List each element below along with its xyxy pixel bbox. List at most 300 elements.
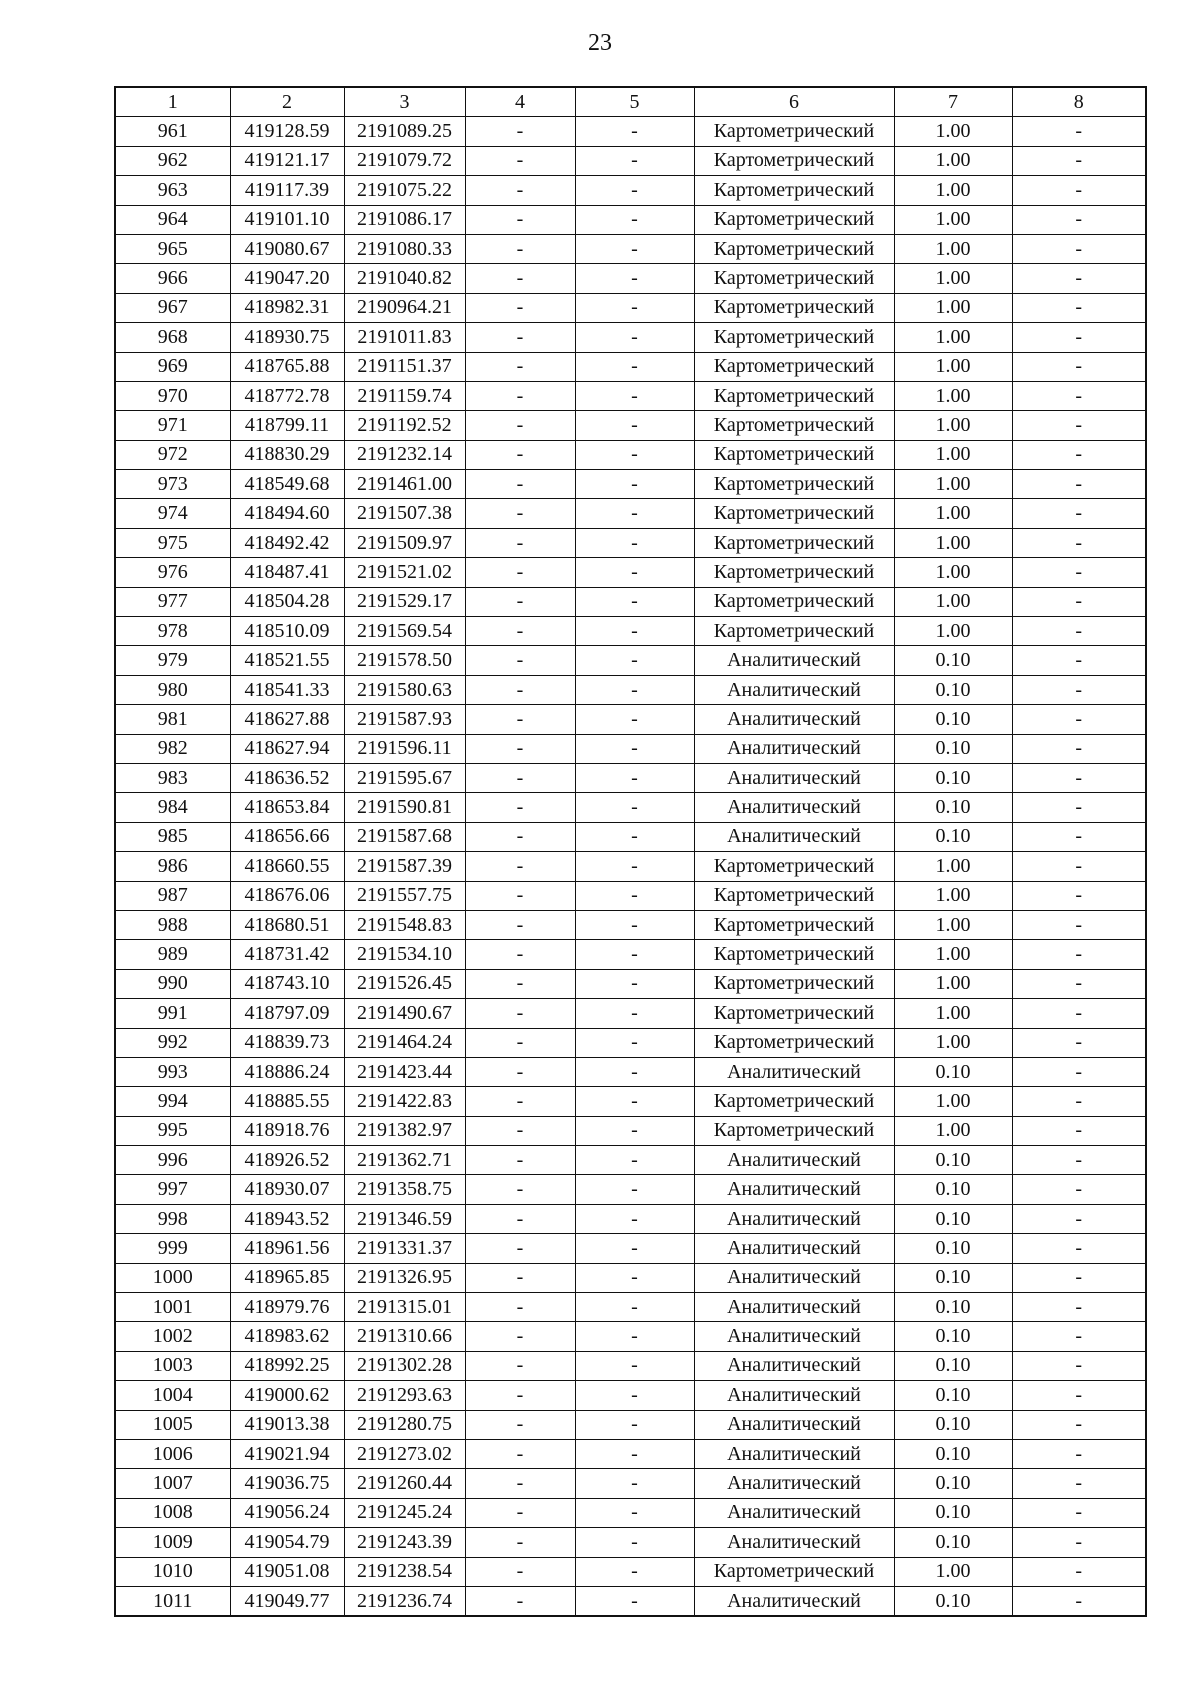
table-cell: - [575, 881, 694, 910]
table-row [115, 1528, 1146, 1557]
table-row [115, 617, 1146, 646]
table-cell: - [1012, 881, 1146, 910]
table-cell: 1.00 [894, 440, 1012, 469]
table-cell: - [465, 1381, 575, 1410]
table-cell: 418680.51 [230, 910, 344, 939]
table-cell: 2191509.97 [344, 528, 465, 557]
table-row [115, 352, 1146, 381]
table-cell: 418765.88 [230, 352, 344, 381]
table-row [115, 734, 1146, 763]
table-cell: - [1012, 1439, 1146, 1468]
table-cell: Аналитический [694, 1586, 894, 1616]
table-cell: - [1012, 1498, 1146, 1527]
table-cell: 1.00 [894, 910, 1012, 939]
table-cell: - [465, 1263, 575, 1292]
table-cell: Аналитический [694, 1439, 894, 1468]
table-cell: - [1012, 852, 1146, 881]
table-cell: 1003 [115, 1351, 230, 1380]
table-cell: 2190964.21 [344, 293, 465, 322]
table-cell: - [575, 1557, 694, 1586]
table-cell: 2191011.83 [344, 323, 465, 352]
table-cell: Картометрический [694, 205, 894, 234]
table-cell: 1.00 [894, 969, 1012, 998]
table-cell: - [575, 1469, 694, 1498]
table-row [115, 910, 1146, 939]
table-cell: - [575, 1116, 694, 1145]
table-cell: 419013.38 [230, 1410, 344, 1439]
table-cell: - [1012, 1557, 1146, 1586]
table-cell: - [575, 940, 694, 969]
table-cell: Аналитический [694, 1498, 894, 1527]
table-cell: 2191423.44 [344, 1057, 465, 1086]
table-cell: - [465, 1116, 575, 1145]
table-cell: - [1012, 234, 1146, 263]
table-cell: - [575, 440, 694, 469]
table-cell: Аналитический [694, 763, 894, 792]
table-row [115, 470, 1146, 499]
table-cell: 2191461.00 [344, 470, 465, 499]
table-cell: - [1012, 763, 1146, 792]
table-cell: 969 [115, 352, 230, 381]
table-cell: 418839.73 [230, 1028, 344, 1057]
table-cell: 998 [115, 1204, 230, 1233]
table-row [115, 528, 1146, 557]
table-cell: 0.10 [894, 793, 1012, 822]
table-cell: 973 [115, 470, 230, 499]
table-cell: 418926.52 [230, 1146, 344, 1175]
table-cell: 984 [115, 793, 230, 822]
table-cell: - [465, 1469, 575, 1498]
table-cell: 418731.42 [230, 940, 344, 969]
table-cell: - [1012, 499, 1146, 528]
table-cell: 2191346.59 [344, 1204, 465, 1233]
table-row [115, 205, 1146, 234]
table-cell: - [465, 323, 575, 352]
table-cell: 0.10 [894, 1234, 1012, 1263]
table-cell: Картометрический [694, 969, 894, 998]
table-cell: - [1012, 176, 1146, 205]
table-row [115, 587, 1146, 616]
table-cell: 419021.94 [230, 1439, 344, 1468]
table-cell: Картометрический [694, 940, 894, 969]
table-cell: - [465, 1087, 575, 1116]
table-cell: 2191521.02 [344, 558, 465, 587]
table-cell: 419121.17 [230, 146, 344, 175]
table-cell: 0.10 [894, 675, 1012, 704]
table-cell: Аналитический [694, 1528, 894, 1557]
table-cell: - [575, 470, 694, 499]
table-cell: Картометрический [694, 411, 894, 440]
table-cell: - [1012, 264, 1146, 293]
table-cell: - [1012, 1586, 1146, 1616]
table-cell: - [575, 264, 694, 293]
table-cell: 1010 [115, 1557, 230, 1586]
table-cell: - [465, 1498, 575, 1527]
table-cell: 418521.55 [230, 646, 344, 675]
table-cell: - [465, 117, 575, 146]
table-cell: 988 [115, 910, 230, 939]
column-header: 2 [230, 87, 344, 117]
table-cell: 999 [115, 1234, 230, 1263]
table-cell: 419054.79 [230, 1528, 344, 1557]
table-cell: Аналитический [694, 1381, 894, 1410]
table-cell: Картометрический [694, 558, 894, 587]
table-cell: 1.00 [894, 470, 1012, 499]
table-cell: - [465, 352, 575, 381]
table-cell: - [1012, 617, 1146, 646]
table-cell: 971 [115, 411, 230, 440]
table-cell: - [575, 1498, 694, 1527]
table-row [115, 1175, 1146, 1204]
table-cell: Аналитический [694, 1322, 894, 1351]
table-cell: 2191548.83 [344, 910, 465, 939]
table-cell: 1011 [115, 1586, 230, 1616]
table-cell: 0.10 [894, 1381, 1012, 1410]
table-cell: 2191089.25 [344, 117, 465, 146]
table-cell: 1004 [115, 1381, 230, 1410]
table-cell: 1.00 [894, 264, 1012, 293]
table-cell: - [465, 852, 575, 881]
table-cell: 0.10 [894, 1586, 1012, 1616]
table-cell: - [1012, 323, 1146, 352]
table-cell: - [575, 1087, 694, 1116]
table-cell: 418660.55 [230, 852, 344, 881]
column-header: 6 [694, 87, 894, 117]
table-cell: 418930.07 [230, 1175, 344, 1204]
table-cell: - [465, 440, 575, 469]
table-cell: 962 [115, 146, 230, 175]
table-cell: - [575, 411, 694, 440]
table-cell: - [465, 881, 575, 910]
table-cell: - [465, 411, 575, 440]
table-cell: 2191507.38 [344, 499, 465, 528]
table-cell: - [1012, 293, 1146, 322]
table-cell: 1.00 [894, 381, 1012, 410]
table-cell: 419128.59 [230, 117, 344, 146]
table-row [115, 1322, 1146, 1351]
table-cell: 967 [115, 293, 230, 322]
table-cell: - [1012, 999, 1146, 1028]
table-cell: 986 [115, 852, 230, 881]
table-cell: 0.10 [894, 1410, 1012, 1439]
table-cell: - [1012, 117, 1146, 146]
table-cell: 418799.11 [230, 411, 344, 440]
table-cell: 0.10 [894, 1528, 1012, 1557]
table-cell: 2191280.75 [344, 1410, 465, 1439]
table-cell: 0.10 [894, 1057, 1012, 1086]
table-cell: 418982.31 [230, 293, 344, 322]
table-cell: 419036.75 [230, 1469, 344, 1498]
table-cell: - [1012, 910, 1146, 939]
table-cell: Аналитический [694, 1175, 894, 1204]
table-cell: - [1012, 205, 1146, 234]
table-cell: 1001 [115, 1293, 230, 1322]
table-cell: - [575, 587, 694, 616]
table-row [115, 1204, 1146, 1233]
table-row [115, 940, 1146, 969]
table-cell: - [575, 1439, 694, 1468]
table-cell: 418504.28 [230, 587, 344, 616]
column-header: 1 [115, 87, 230, 117]
table-cell: - [575, 1528, 694, 1557]
table-cell: 0.10 [894, 646, 1012, 675]
table-cell: - [575, 234, 694, 263]
column-header: 7 [894, 87, 1012, 117]
table-cell: Аналитический [694, 1469, 894, 1498]
table-row [115, 176, 1146, 205]
table-row [115, 852, 1146, 881]
table-cell: - [1012, 1528, 1146, 1557]
table-cell: 2191040.82 [344, 264, 465, 293]
table-row [115, 234, 1146, 263]
table-cell: 419047.20 [230, 264, 344, 293]
table-cell: 1.00 [894, 940, 1012, 969]
table-cell: 0.10 [894, 1263, 1012, 1292]
table-cell: 989 [115, 940, 230, 969]
table-cell: Картометрический [694, 323, 894, 352]
table-cell: 991 [115, 999, 230, 1028]
table-cell: 978 [115, 617, 230, 646]
table-cell: 418979.76 [230, 1293, 344, 1322]
table-cell: 0.10 [894, 763, 1012, 792]
coordinates-table [114, 86, 1147, 1617]
table-cell: 0.10 [894, 1204, 1012, 1233]
table-cell: Картометрический [694, 881, 894, 910]
table-cell: Аналитический [694, 1263, 894, 1292]
table-cell: Картометрический [694, 1557, 894, 1586]
table-cell: - [1012, 587, 1146, 616]
table-cell: - [1012, 1234, 1146, 1263]
table-cell: 1.00 [894, 234, 1012, 263]
table-header-row [115, 87, 1146, 117]
table-cell: Аналитический [694, 1293, 894, 1322]
table-cell: 1.00 [894, 117, 1012, 146]
table-cell: 0.10 [894, 1293, 1012, 1322]
table-row [115, 323, 1146, 352]
table-cell: Картометрический [694, 440, 894, 469]
table-cell: - [575, 793, 694, 822]
table-cell: Картометрический [694, 1087, 894, 1116]
table-cell: - [465, 675, 575, 704]
table-cell: Аналитический [694, 646, 894, 675]
table-cell: - [465, 1204, 575, 1233]
table-row [115, 881, 1146, 910]
table-cell: Картометрический [694, 117, 894, 146]
table-cell: 1005 [115, 1410, 230, 1439]
table-cell: 966 [115, 264, 230, 293]
table-cell: 2191526.45 [344, 969, 465, 998]
table-cell: 2191587.68 [344, 822, 465, 851]
table-cell: - [1012, 352, 1146, 381]
table-cell: - [575, 1381, 694, 1410]
table-cell: 1007 [115, 1469, 230, 1498]
table-cell: Картометрический [694, 264, 894, 293]
table-row [115, 558, 1146, 587]
table-cell: - [465, 1293, 575, 1322]
table-cell: - [1012, 705, 1146, 734]
table-cell: - [1012, 793, 1146, 822]
table-cell: 2191534.10 [344, 940, 465, 969]
table-cell: - [575, 1410, 694, 1439]
table-cell: 982 [115, 734, 230, 763]
table-cell: - [465, 264, 575, 293]
table-cell: - [1012, 1381, 1146, 1410]
table-row [115, 646, 1146, 675]
table-cell: 977 [115, 587, 230, 616]
table-cell: 1.00 [894, 617, 1012, 646]
table-cell: - [1012, 381, 1146, 410]
table-row [115, 675, 1146, 704]
table-cell: 1008 [115, 1498, 230, 1527]
table-cell: 992 [115, 1028, 230, 1057]
table-cell: - [575, 1175, 694, 1204]
column-header: 5 [575, 87, 694, 117]
table-cell: 1009 [115, 1528, 230, 1557]
table-cell: - [575, 323, 694, 352]
table-cell: 1.00 [894, 852, 1012, 881]
table-cell: 2191151.37 [344, 352, 465, 381]
table-cell: - [1012, 1322, 1146, 1351]
table-cell: 0.10 [894, 1146, 1012, 1175]
table-cell: 2191587.39 [344, 852, 465, 881]
table-cell: 2191578.50 [344, 646, 465, 675]
table-cell: - [575, 999, 694, 1028]
table-cell: 1.00 [894, 1087, 1012, 1116]
table-cell: 1006 [115, 1439, 230, 1468]
table-cell: 1.00 [894, 411, 1012, 440]
table-row [115, 969, 1146, 998]
table-cell: - [465, 587, 575, 616]
table-cell: 2191382.97 [344, 1116, 465, 1145]
table-cell: - [465, 205, 575, 234]
table-cell: 418983.62 [230, 1322, 344, 1351]
table-cell: 418885.55 [230, 1087, 344, 1116]
table-cell: - [575, 1146, 694, 1175]
table-cell: - [1012, 1351, 1146, 1380]
table-cell: 0.10 [894, 705, 1012, 734]
table-cell: - [1012, 1293, 1146, 1322]
table-cell: Картометрический [694, 234, 894, 263]
table-cell: 0.10 [894, 1498, 1012, 1527]
table-cell: 985 [115, 822, 230, 851]
table-cell: 419056.24 [230, 1498, 344, 1527]
table-cell: 2191302.28 [344, 1351, 465, 1380]
table-cell: Аналитический [694, 822, 894, 851]
table-row [115, 1087, 1146, 1116]
table-row [115, 1410, 1146, 1439]
table-cell: - [465, 617, 575, 646]
table-cell: - [575, 969, 694, 998]
table-cell: - [465, 940, 575, 969]
table-row [115, 117, 1146, 146]
table-cell: 419101.10 [230, 205, 344, 234]
table-row [115, 411, 1146, 440]
table-cell: Аналитический [694, 1234, 894, 1263]
table-cell: 2191238.54 [344, 1557, 465, 1586]
table-cell: 2191260.44 [344, 1469, 465, 1498]
table-cell: 2191075.22 [344, 176, 465, 205]
table-cell: - [1012, 734, 1146, 763]
table-cell: 418549.68 [230, 470, 344, 499]
table-cell: 2191358.75 [344, 1175, 465, 1204]
table-cell: - [575, 176, 694, 205]
table-cell: Картометрический [694, 617, 894, 646]
table-cell: 965 [115, 234, 230, 263]
table-cell: 418918.76 [230, 1116, 344, 1145]
table-cell: 2191587.93 [344, 705, 465, 734]
table-cell: - [1012, 1028, 1146, 1057]
table-cell: 1.00 [894, 587, 1012, 616]
table-cell: 975 [115, 528, 230, 557]
table-cell: 2191192.52 [344, 411, 465, 440]
table-cell: 1000 [115, 1263, 230, 1292]
table-cell: Картометрический [694, 176, 894, 205]
table-cell: - [465, 1057, 575, 1086]
table-cell: 418797.09 [230, 999, 344, 1028]
table-cell: - [1012, 528, 1146, 557]
table-cell: 2191590.81 [344, 793, 465, 822]
table-cell: - [465, 1557, 575, 1586]
table-cell: 974 [115, 499, 230, 528]
table-cell: - [465, 528, 575, 557]
table-cell: - [575, 293, 694, 322]
table-cell: 990 [115, 969, 230, 998]
table-cell: 2191596.11 [344, 734, 465, 763]
table-cell: 2191273.02 [344, 1439, 465, 1468]
table-cell: 418886.24 [230, 1057, 344, 1086]
table-cell: - [1012, 1175, 1146, 1204]
table-cell: 2191086.17 [344, 205, 465, 234]
table-cell: 2191569.54 [344, 617, 465, 646]
table-row [115, 1586, 1146, 1616]
table-cell: 994 [115, 1087, 230, 1116]
table-cell: - [465, 705, 575, 734]
table-cell: - [575, 146, 694, 175]
table-cell: 1002 [115, 1322, 230, 1351]
table-cell: 418930.75 [230, 323, 344, 352]
table-cell: - [465, 793, 575, 822]
table-cell: 1.00 [894, 1116, 1012, 1145]
table-cell: - [465, 734, 575, 763]
table-row [115, 293, 1146, 322]
table-cell: 1.00 [894, 999, 1012, 1028]
table-cell: - [575, 1586, 694, 1616]
table-cell: 418487.41 [230, 558, 344, 587]
table-cell: - [465, 763, 575, 792]
table-cell: - [1012, 675, 1146, 704]
table-cell: - [575, 1028, 694, 1057]
table-cell: - [465, 822, 575, 851]
table-cell: 419051.08 [230, 1557, 344, 1586]
table-cell: - [465, 969, 575, 998]
table-cell: 1.00 [894, 176, 1012, 205]
table-cell: 418541.33 [230, 675, 344, 704]
table-cell: - [575, 763, 694, 792]
column-header: 8 [1012, 87, 1146, 117]
table-cell: - [465, 1234, 575, 1263]
table-cell: - [1012, 411, 1146, 440]
table-cell: 418627.94 [230, 734, 344, 763]
table-cell: - [465, 999, 575, 1028]
table-cell: 1.00 [894, 293, 1012, 322]
table-cell: Картометрический [694, 352, 894, 381]
table-cell: 418743.10 [230, 969, 344, 998]
table-row [115, 999, 1146, 1028]
table-cell: - [465, 910, 575, 939]
table-cell: Аналитический [694, 1057, 894, 1086]
table-cell: - [1012, 1204, 1146, 1233]
table-cell: - [465, 176, 575, 205]
